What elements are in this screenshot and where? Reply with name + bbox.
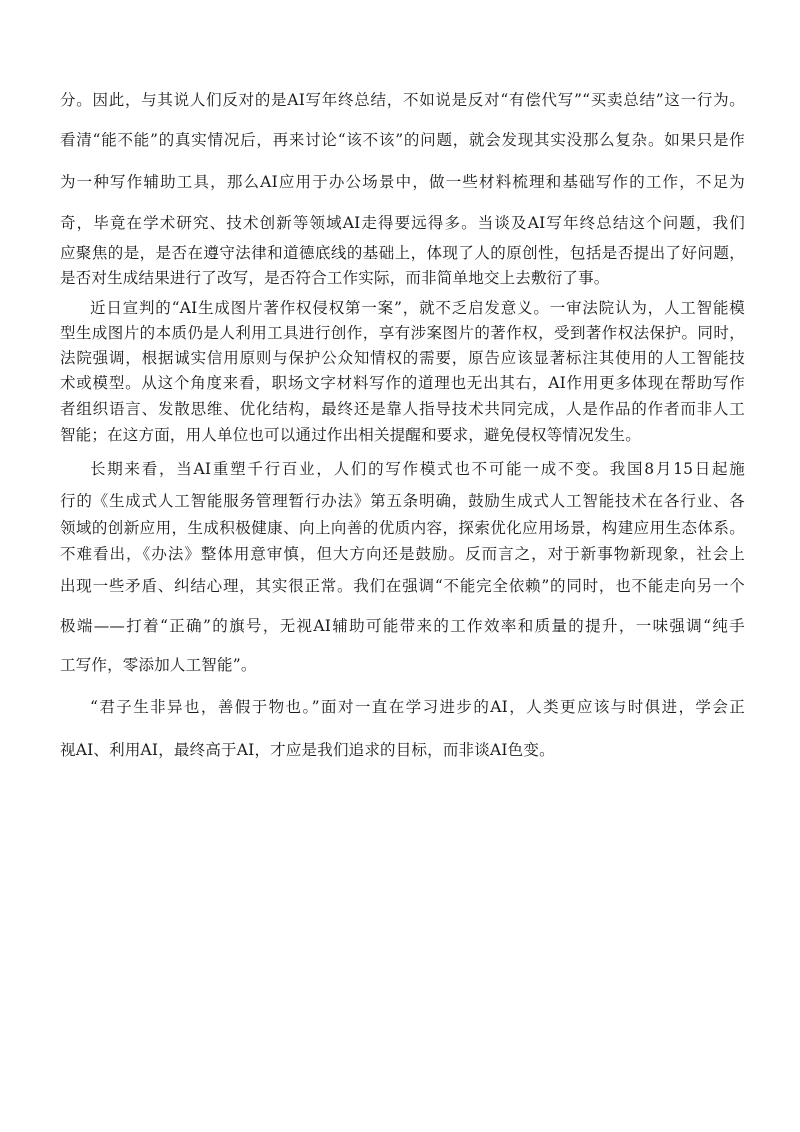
paragraph-line: 领域的创新应用，生成积极健康、向上向善的优质内容，探索优化应用场景，构建应用生态体系。 <box>60 519 745 537</box>
paragraph-line: 看清“能不能”的真实情况后，再来讨论“该不该”的问题，就会发现其实没那么复杂。如果只是作 <box>60 131 745 149</box>
paragraph-line: 行的《生成式人工智能服务管理暂行办法》第五条明确，鼓励生成式人工智能技术在各行业、各 <box>60 492 745 510</box>
paragraph-line: 长期来看，当AI重塑千行百业，人们的写作模式也不可能一成不变。我国8月15日起施 <box>90 460 745 478</box>
paragraph-line: 智能；在这方面，用人单位也可以通过作出相关提醒和要求，避免侵权等情况发生。 <box>60 426 641 444</box>
paragraph-line: “君子生非异也，善假于物也。”面对一直在学习进步的AI，人类更应该与时俱进，学会正 <box>90 698 745 716</box>
paragraph-line: 为一种写作辅助工具，那么AI应用于办公场景中，做一些材料梳理和基础写作的工作，不足为 <box>60 173 745 191</box>
paragraph-line: 是否对生成结果进行了改写，是否符合工作实际，而非简单地交上去敷衍了事。 <box>60 269 610 287</box>
paragraph-line: 分。因此，与其说人们反对的是AI写年终总结，不如说是反对“有偿代写”“买卖总结”这一行为。 <box>60 91 745 109</box>
paragraph-line: 法院强调，根据诚实信用原则与保护公众知情权的需要，原告应该显著标注其使用的人工智能技 <box>60 349 745 367</box>
paragraph-line: 视AI、利用AI，最终高于AI，才应是我们追求的目标，而非谈AI色变。 <box>60 741 555 759</box>
paragraph-line: 近日宣判的“AI生成图片著作权侵权第一案”，就不乏启发意义。一审法院认为，人工智能模 <box>90 299 745 317</box>
paragraph-line: 者组织语言、发散思维、优化结构，最终还是靠人指导技术共同完成，人是作品的作者而非人工 <box>60 400 745 418</box>
paragraph-line: 应聚焦的是，是否在遵守法律和道德底线的基础上，体现了人的原创性，包括是否提出了好问题， <box>60 244 745 262</box>
paragraph-line: 极端——打着“正确”的旗号，无视AI辅助可能带来的工作效率和质量的提升，一味强调“纯手 <box>60 617 745 635</box>
paragraph-line: 出现一些矛盾、纠结心理，其实很正常。我们在强调“不能完全依赖”的同时，也不能走向另一个 <box>60 577 745 595</box>
paragraph-line: 奇，毕竟在学术研究、技术创新等领域AI走得要远得多。当谈及AI写年终总结这个问题，我们 <box>60 214 745 232</box>
paragraph-line: 术或模型。从这个角度来看，职场文字材料写作的道理也无出其右，AI作用更多体现在帮助写作 <box>60 374 745 392</box>
paragraph-line: 工写作，零添加人工智能”。 <box>60 656 257 674</box>
paragraph-line: 不难看出，《办法》整体用意审慎，但大方向还是鼓励。反而言之，对于新事物新现象，社会上 <box>60 545 745 563</box>
paragraph-line: 型生成图片的本质仍是人利用工具进行创作，享有涉案图片的著作权，受到著作权法保护。同时， <box>60 324 745 342</box>
